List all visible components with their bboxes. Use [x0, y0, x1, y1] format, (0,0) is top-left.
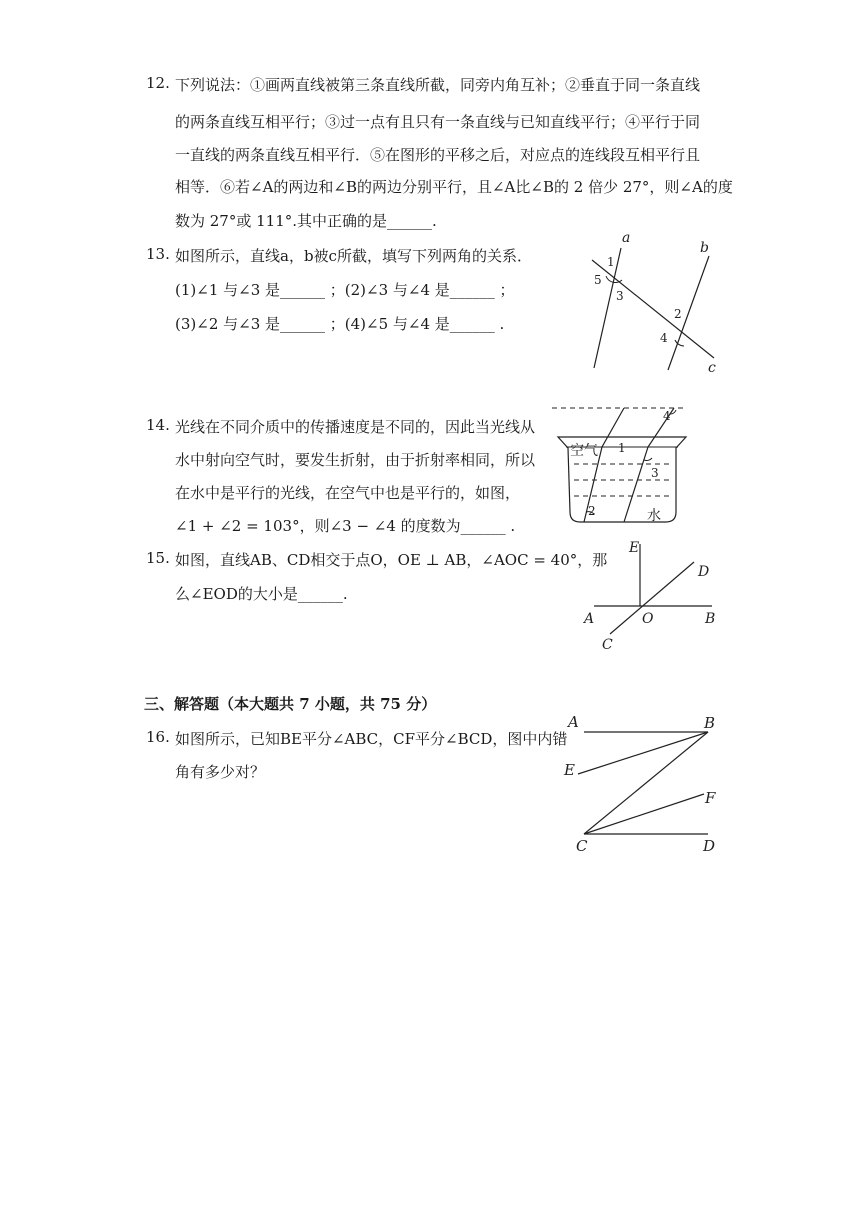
angle-arc	[644, 458, 652, 461]
question-text-line: 的两条直线互相平行；③过一点有且只有一条直线与已知直线平行；④平行于同	[175, 113, 701, 131]
question-text-line: 数为 27°或 111°.其中正确的是______.	[175, 212, 437, 230]
question-text-line: 下列说法：①画两直线被第三条直线所截，同旁内角互补；②垂直于同一条直线	[175, 76, 701, 94]
question-text-line: 相等．⑥若∠A的两边和∠B的两边分别平行，且∠A比∠B的 2 倍少 27°，则∠A的度	[175, 178, 733, 196]
question-text-line: ∠1 + ∠2 = 103°，则∠3 − ∠4 的度数为______ .	[175, 517, 516, 535]
label-B: B	[704, 714, 716, 732]
question-text-line: 角有多少对？	[175, 763, 266, 781]
question-number: 12.	[146, 74, 170, 92]
label-A: A	[584, 611, 595, 627]
section-heading: 三、解答题（本大题共 7 小题，共 75 分）	[144, 695, 437, 713]
question-text-line: (1)∠1 与∠3 是______ ；(2)∠3 与∠4 是______ ；	[175, 281, 515, 299]
label-air: 空气	[570, 443, 598, 459]
angle-label-1: 1	[618, 441, 626, 455]
question-text-line: 么∠EOD的大小是______.	[175, 585, 348, 603]
question-text-line: 如图，直线AB、CD相交于点O，OE ⊥ AB，∠AOC = 40°，那	[175, 551, 608, 569]
light-ray	[624, 408, 674, 522]
label-D: D	[698, 564, 710, 580]
question-number: 15.	[146, 549, 170, 567]
label-E: E	[629, 540, 640, 556]
label-c: c	[708, 360, 716, 376]
figure-13-transversal	[560, 228, 740, 378]
label-b: b	[700, 240, 709, 256]
label-F: F	[705, 789, 716, 807]
label-O: O	[642, 611, 654, 627]
label-water: 水	[647, 508, 661, 524]
line-BC	[584, 732, 708, 834]
label-E: E	[564, 761, 575, 779]
angle-label-2: 2	[588, 504, 596, 518]
question-text-line: 水中射向空气时，要发生折射，由于折射率相同，所以	[175, 451, 536, 469]
angle-label-3: 3	[651, 466, 659, 480]
line-c	[592, 260, 714, 358]
figure-14-refraction	[548, 400, 690, 530]
label-C: C	[602, 637, 613, 653]
angle-label-3: 3	[616, 289, 624, 303]
ray-CF	[584, 794, 704, 834]
label-C: C	[576, 837, 588, 855]
question-number: 16.	[146, 728, 170, 746]
question-text-line: 在水中是平行的光线，在空气中也是平行的，如图，	[175, 484, 521, 502]
label-a: a	[622, 230, 631, 246]
question-text-line: 如图所示，已知BE平分∠ABC，CF平分∠BCD，图中内错	[175, 730, 568, 748]
figure-15-intersecting-lines	[574, 534, 724, 656]
label-A: A	[568, 713, 579, 731]
question-text-line: 一直线的两条直线互相平行．⑤在图形的平移之后，对应点的连线段互相平行且	[175, 146, 701, 164]
label-D: D	[703, 837, 716, 855]
question-text-line: (3)∠2 与∠3 是______ ；(4)∠5 与∠4 是______ .	[175, 315, 505, 333]
angle-label-4: 4	[663, 409, 671, 423]
angle-label-2: 2	[674, 307, 682, 321]
question-text-line: 如图所示，直线a，b被c所截，填写下列两角的关系．	[175, 247, 532, 265]
angle-label-1: 1	[607, 255, 615, 269]
question-text-line: 光线在不同介质中的传播速度是不同的，因此当光线从	[175, 418, 536, 436]
label-B: B	[705, 611, 716, 627]
ray-BE	[578, 732, 708, 774]
question-number: 14.	[146, 416, 170, 434]
figure-16-bisectors	[560, 712, 726, 862]
angle-label-4: 4	[660, 331, 668, 345]
angle-label-5: 5	[594, 273, 602, 287]
question-number: 13.	[146, 245, 170, 263]
